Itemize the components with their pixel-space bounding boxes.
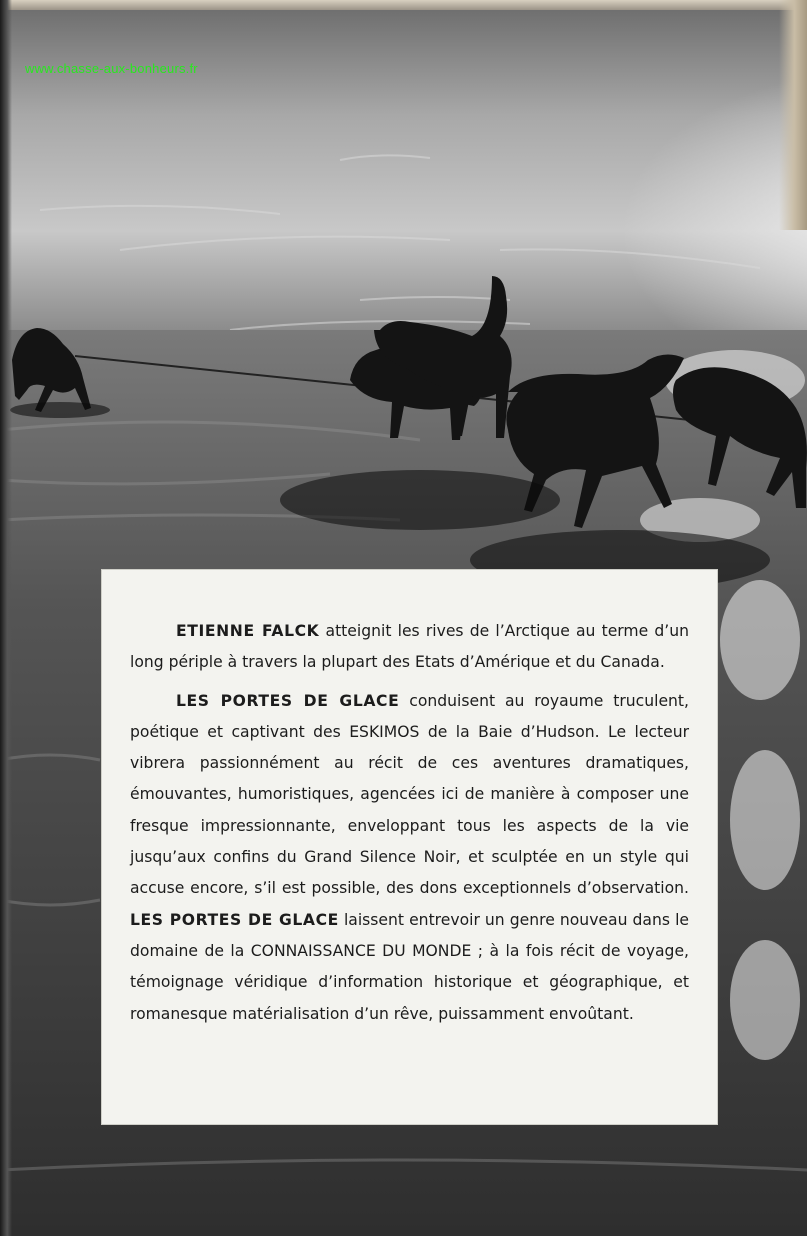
page-edge-top xyxy=(0,0,807,10)
page-edge-left xyxy=(0,0,12,1236)
watermark-url: www.chasse-aux-bonheurs.fr xyxy=(25,61,198,76)
blurb-paragraph-book xyxy=(130,686,689,1030)
book-title-repeat: LES PORTES DE GLACE xyxy=(130,910,339,929)
book-title: LES PORTES DE GLACE xyxy=(176,691,400,710)
book-text-2: laissent entrevoir un genre nouveau dans le domaine de la CONNAISSANCE DU MONDE ; à la fois récit de voyage, témoignage véridique d’information historique et géographique, et romanesque matérialisation d’un rêve, puissamment envoûtant. xyxy=(130,910,689,1023)
page-edge-right xyxy=(779,0,807,230)
blurb-box xyxy=(102,570,717,1124)
author-text: atteignit les rives de l’Arctique au terme d’un long périple à travers la plupart des Etats d’Amérique et du Canada. xyxy=(130,622,690,672)
book-text-1: conduisent au royaume truculent, poétique et captivant des ESKIMOS de la Baie d’Hudson. Le lecteur vibrera passionnément au récit de ces aventures dramatiques, émouvantes, humoristiques, agencées ici de manière à composer une fresque impressionnante, enveloppant tous les aspects de la vie jusqu’aux confins du Grand Silence Noir, et sculptée en un style qui accuse encore, s’il est possible, des dons exceptionnels d’observation. xyxy=(130,691,690,898)
blurb-paragraph-author xyxy=(130,616,689,679)
author-name: ETIENNE FALCK xyxy=(176,622,320,640)
